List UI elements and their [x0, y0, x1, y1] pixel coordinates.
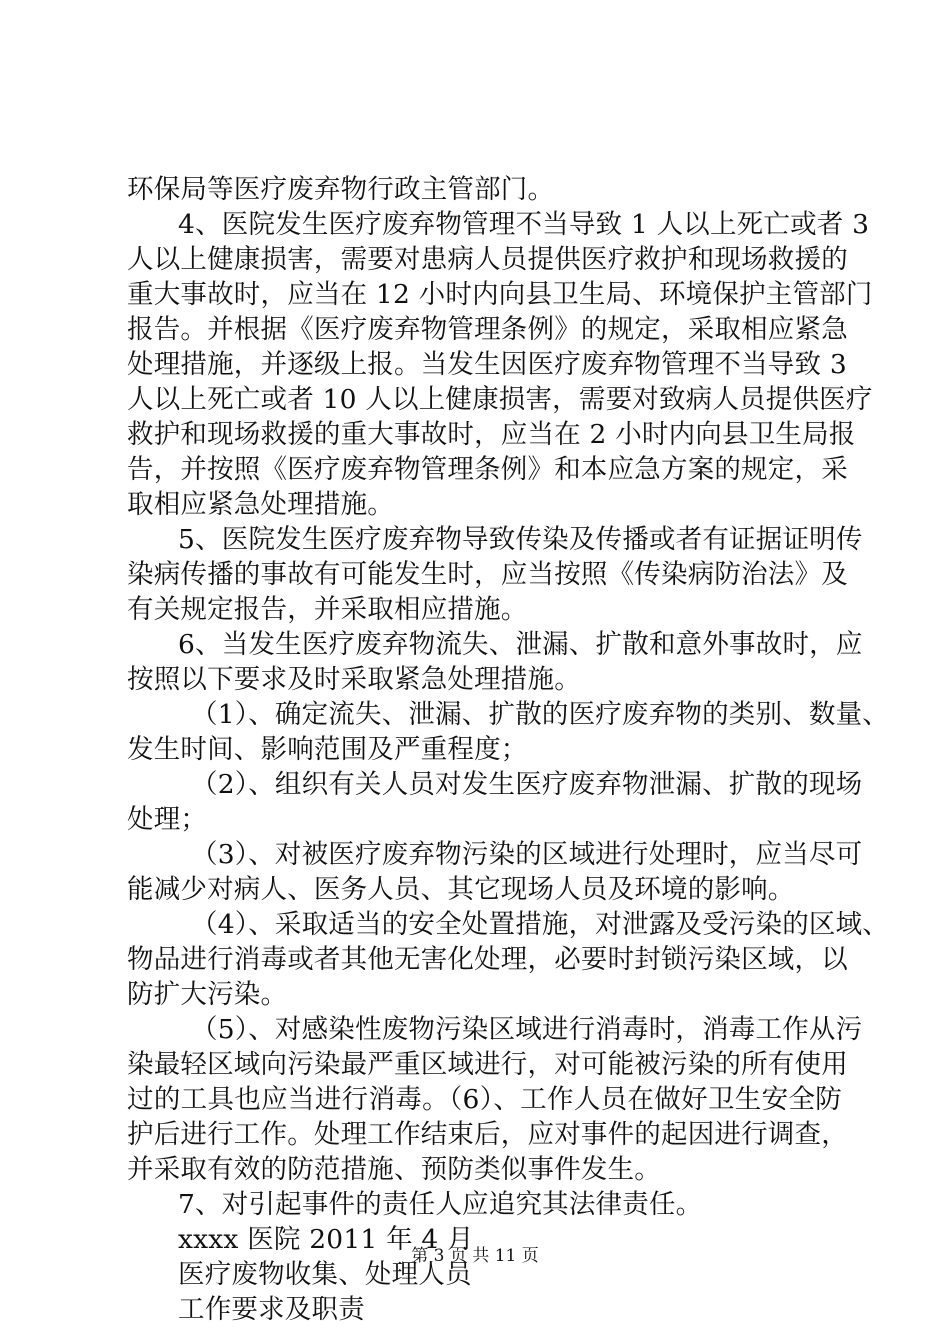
- text-line: （3）、对被医疗废弃物污染的区域进行处理时，应当尽可: [191, 839, 863, 870]
- text-line: 处理措施，并逐级上报。当发生因医疗废弃物管理不当导致 3: [127, 349, 847, 380]
- text-line: （4）、采取适当的安全处置措施，对泄露及受污染的区域、: [191, 909, 890, 940]
- text-line: 工作要求及职责: [178, 1294, 365, 1325]
- text-line: 告，并按照《医疗废弃物管理条例》和本应急方案的规定，采: [127, 454, 848, 485]
- page-footer: 第 3 页 共 11 页: [411, 1246, 539, 1266]
- text-line: 救护和现场救援的重大事故时，应当在 2 小时内向县卫生局报: [127, 419, 856, 450]
- text-line: （1）、确定流失、泄漏、扩散的医疗废弃物的类别、数量、: [191, 699, 890, 730]
- text-line: 7、对引起事件的责任人应追究其法律责任。: [178, 1189, 703, 1220]
- text-line: 环保局等医疗废弃物行政主管部门。: [127, 174, 555, 205]
- text-line: 有关规定报告，并采取相应措施。: [127, 594, 528, 625]
- text-line: 染病传播的事故有可能发生时，应当按照《传染病防治法》及: [127, 559, 848, 590]
- text-line: xxxx 医院 2011 年 4 月: [178, 1224, 474, 1255]
- text-line: 按照以下要求及时采取紧急处理措施。: [127, 664, 581, 695]
- text-line: 重大事故时，应当在 12 小时内向县卫生局、环境保护主管部门: [127, 279, 873, 310]
- text-line: （5）、对感染性废物污染区域进行消毒时，消毒工作从污: [191, 1014, 863, 1045]
- text-line: 取相应紧急处理措施。: [127, 489, 394, 520]
- text-line: 医疗废物收集、处理人员: [178, 1259, 472, 1290]
- text-line: 过的工具也应当进行消毒。（6）、工作人员在做好卫生安全防: [127, 1084, 842, 1115]
- text-line: 4、医院发生医疗废弃物管理不当导致 1 人以上死亡或者 3: [178, 209, 870, 240]
- text-line: 能减少对病人、医务人员、其它现场人员及环境的影响。: [127, 874, 795, 905]
- text-line: 物品进行消毒或者其他无害化处理，必要时封锁污染区域，以: [127, 944, 848, 975]
- text-line: 护后进行工作。处理工作结束后，应对事件的起因进行调查，: [127, 1119, 848, 1150]
- text-line: 5、医院发生医疗废弃物导致传染及传播或者有证据证明传: [178, 524, 863, 555]
- text-line: 处理；: [127, 804, 208, 835]
- text-line: 人以上死亡或者 10 人以上健康损害，需要对致病人员提供医疗: [127, 384, 873, 415]
- text-line: 发生时间、影响范围及严重程度；: [127, 734, 528, 765]
- text-line: 防扩大污染。: [127, 979, 288, 1010]
- text-line: 并采取有效的防范措施、预防类似事件发生。: [127, 1154, 661, 1185]
- text-line: 染最轻区域向污染最严重区域进行，对可能被污染的所有使用: [127, 1049, 848, 1080]
- document-body: [127, 172, 890, 1327]
- text-line: 报告。并根据《医疗废弃物管理条例》的规定，采取相应紧急: [127, 314, 848, 345]
- text-line: 人以上健康损害，需要对患病人员提供医疗救护和现场救援的: [127, 244, 848, 275]
- text-line: 6、当发生医疗废弃物流失、泄漏、扩散和意外事故时，应: [178, 629, 863, 660]
- text-line: （2）、组织有关人员对发生医疗废弃物泄漏、扩散的现场: [191, 769, 863, 800]
